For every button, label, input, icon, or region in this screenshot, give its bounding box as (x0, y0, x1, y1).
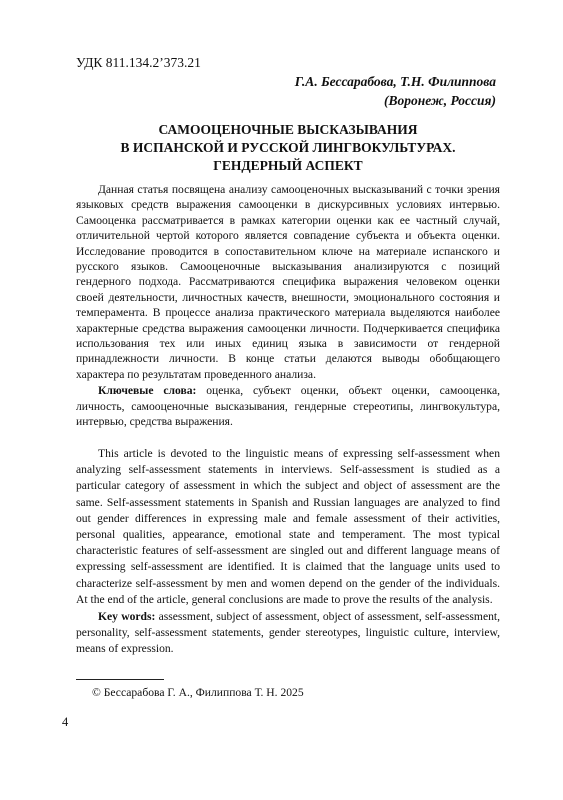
keywords-ru (76, 383, 500, 429)
abstract-ru-text: Данная статья посвящена анализу самооценочных высказываний с точки зрения языковых средств выражения самооценки в дискурсивных условиях интервью. Самооценка рассматривается в рамках категории оценки как ее частный случай, отличительной чертой которого является совпадение субъекта и объекта оценки. Исследование проводится в сопоставительном ключе на материале испанского и русского языков. Самооценочные высказывания анализируются с позиций гендерного подхода. Рассматриваются специфика выражения человеком оценки своей деятельности, личностных качеств, внешности, эмоционального состояния и темперамента. В процессе анализа практического материала выделяются наиболее характерные средства выражения самооценки личности. Подчеркивается специфика использования тех или иных единиц языка в зависимости от гендерной принадлежности личности. В конце статьи делаются выводы обобщающего характера по результатам проведенного анализа. (76, 183, 500, 381)
page-number: 4 (62, 715, 69, 729)
author-block (295, 72, 496, 110)
author-names: Г.А. Бессарабова, Т.Н. Филиппова (294, 74, 496, 89)
article-title (76, 121, 500, 175)
abstract-en-text: This article is devoted to the linguistic means of expressing self-assessment when analyzing self-assessment statements in interviews. Self-assessment is studied as a particular category of assessment in which the subject and object of assessment are the same. Self-assessment statements in Spanish and Russian languages are analyzed to find out gender differences in expressing male and female assessment of their activities, personal qualities, appearance, emotional state and temperament. The most typical characteristic features of self-assessment are singled out and different language means of expressing self-assessment are identified. It is claimed that the language units used to characterize self-assessment by men and women depend on the gender of the individuals. At the end of the article, general conclusions are made to prove the results of the analysis. (76, 447, 500, 606)
keywords-en-label: Key words: (98, 610, 156, 624)
footnote-divider (76, 679, 164, 680)
author-location: (Воронеж, Россия) (384, 93, 496, 108)
title-line-3: ГЕНДЕРНЫЙ АСПЕКТ (213, 158, 363, 173)
keywords-en-list: assessment, subject of assessment, object of assessment, self-assessment, personality, self-assessment statements, gender stereotypes, linguistic culture, interview, means of expression. (76, 610, 500, 656)
title-line-2: В ИСПАНСКОЙ И РУССКОЙ ЛИНГВОКУЛЬТУРАХ. (120, 140, 456, 155)
abstract-russian (76, 182, 500, 430)
title-line-1: САМООЦЕНОЧНЫЕ ВЫСКАЗЫВАНИЯ (158, 122, 418, 137)
abstract-english (76, 446, 500, 658)
keywords-ru-label: Ключевые слова: (98, 384, 197, 398)
udc-code: УДК 811.134.2’373.21 (76, 55, 201, 70)
keywords-en (76, 609, 500, 658)
keywords-ru-list: оценка, субъект оценки, объект оценки, самооценка, личность, самооценочные высказывания, гендерные стереотипы, лингвокультура, интервью, средства выражения. (76, 384, 500, 429)
copyright-footnote: © Бессарабова Г. А., Филиппова Т. Н. 2025 (92, 686, 304, 699)
